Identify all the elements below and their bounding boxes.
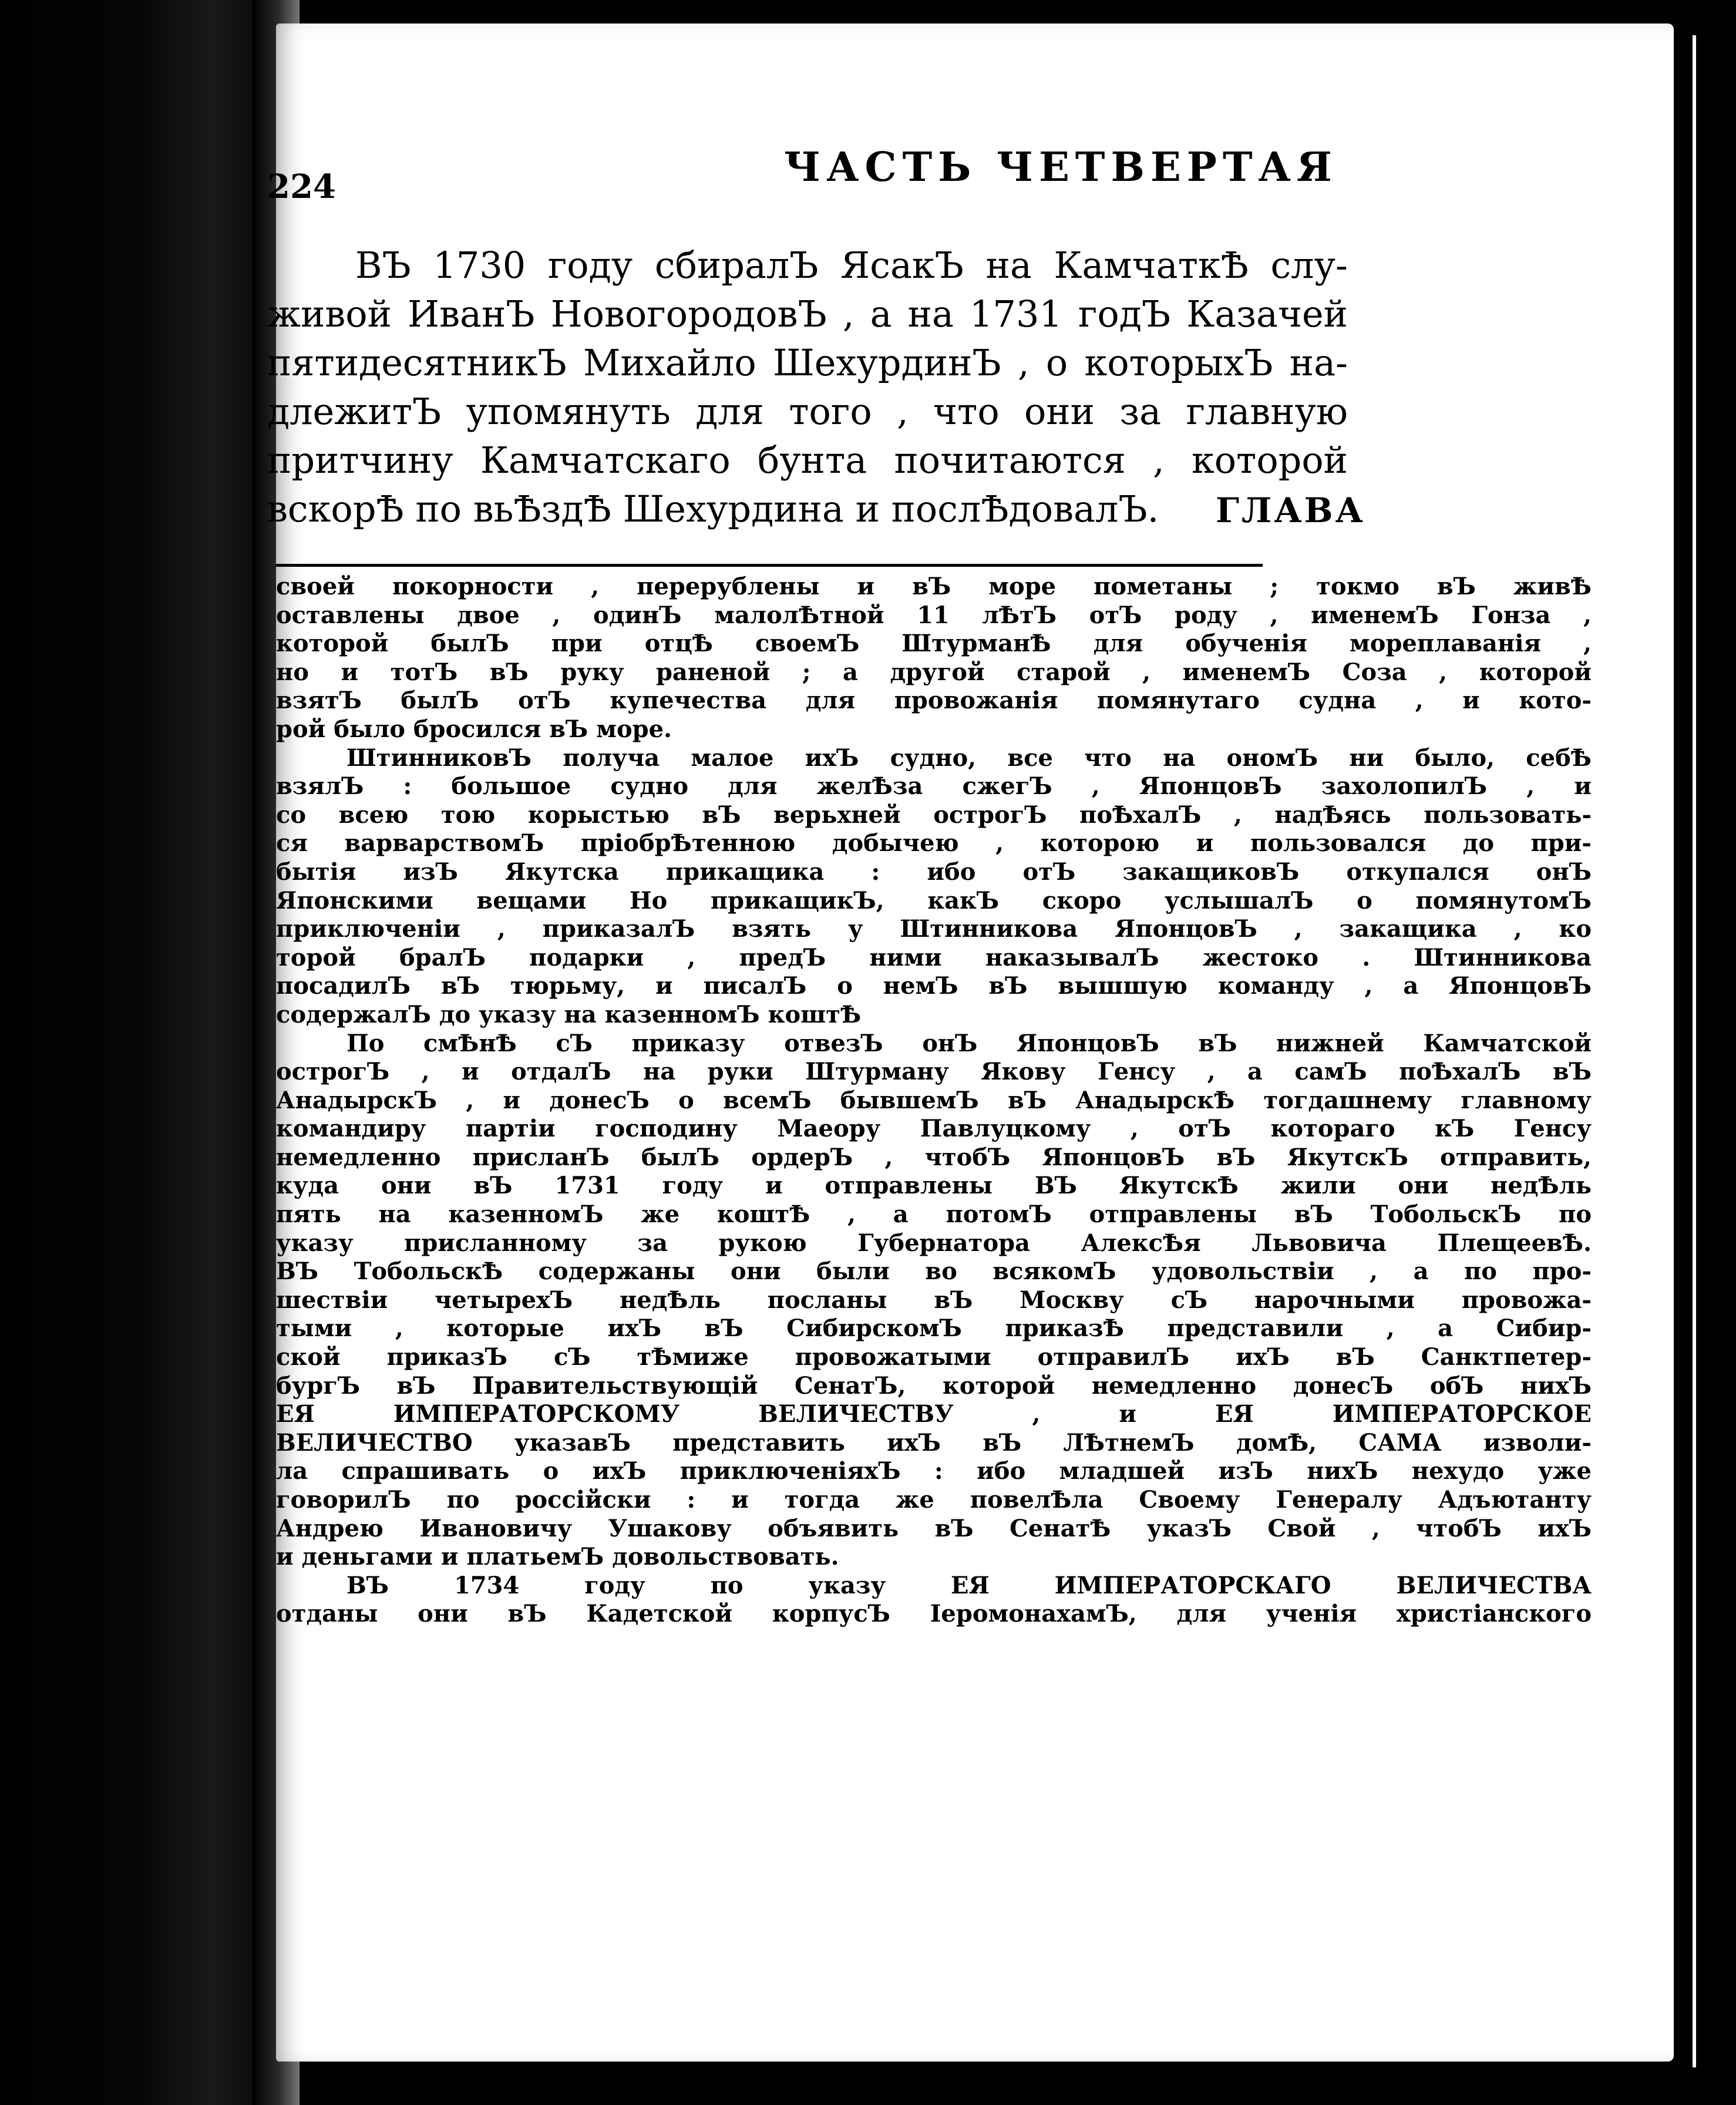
footnote-line: куда они вЪ 1731 году и отправлены ВЪ ЯкутскѢ жили они недѢль [276,1172,1592,1200]
footnote-line: ся варварствомЪ пріобрѢтенною добычею , которою и пользовался до при- [276,829,1592,858]
footnote-line: бургЪ вЪ Правительствующій СенатЪ, которой немедленно донесЪ обЪ нихЪ [276,1371,1592,1400]
footnote-line: ЕЯ ИМПЕРАТОРСКОМУ ВЕЛИЧЕСТВУ , и ЕЯ ИМПЕРАТОРСКОЕ [276,1400,1592,1428]
main-line: притчину Камчатскаго бунта почитаются , которой [267,439,1348,482]
footnote-line: пять на казенномЪ же коштѢ , а потомЪ отправлены вЪ ТобольскЪ по [276,1201,1592,1229]
footnote-line: взялЪ : большое судно для желѢза сжегЪ , ЯпонцовЪ захолопилЪ , и [276,772,1592,801]
footnote-line: Японскими вещами Но прикащикЪ, какЪ скоро услышалЪ о помянутомЪ [276,886,1592,914]
footnote-line: командиру партіи господину Маеору Павлуцкому , отЪ котораго кЪ Генсу [276,1115,1592,1143]
footnote-line: тыми , которые ихЪ вЪ СибирскомЪ приказѢ представили , а Сибир- [276,1314,1592,1343]
footnote-line: говорилЪ по россійски : и тогда же повелѢла Своему Генералу Адъютанту [276,1486,1592,1514]
footnote-line: отданы они вЪ Кадетской корпусЪ ІеромонахамЪ, для ученія христіанского [276,1600,1592,1628]
footnote-line: острогЪ , и отдалЪ на руки Штурману Якову Генсу , а самЪ поѢхалЪ вЪ [276,1058,1592,1086]
footnote-line: шествіи четырехЪ недѢль посланы вЪ Москву сЪ нарочными провожа- [276,1286,1592,1314]
footnote-line: Андрею Ивановичу Ушакову объявить вЪ СенатѢ указЪ Свой , чтобЪ ихЪ [276,1514,1592,1542]
footnote-line: со всею тою корыстью вЪ верьхней острогЪ поѢхалЪ , надѢясь пользовать- [276,801,1592,829]
main-line: пятидесятникЪ Михайло ШехурдинЪ , о которыхЪ на- [267,341,1348,384]
footnote-line: ла спрашивать о ихЪ приключеніяхЪ : ибо младшей изЪ нихЪ нехудо уже [276,1457,1592,1485]
main-line: ВЪ 1730 году сбиралЪ ЯсакЪ на КамчаткѢ слу- [355,244,1348,287]
footnote-line: немедленно присланЪ былЪ ордерЪ , чтобЪ ЯпонцовЪ вЪ ЯкутскЪ отправить, [276,1143,1592,1171]
catchword: ГЛАВА [1216,490,1365,530]
page-header [267,138,1348,206]
footnote-text [276,573,1592,1629]
footnote-line: оставлены двое , одинЪ малолѢтной 11 лѢтЪ отЪ роду , именемЪ Гонза , [276,601,1592,629]
footnote-line: рой было бросился вЪ море. [276,715,672,743]
main-line: живой ИванЪ НовогородовЪ , а на 1731 годЪ Казачей [267,292,1348,335]
footnote-line: своей покорности , перерублены и вЪ море пометаны ; токмо вЪ живѢ [276,573,1592,600]
footnote-line: ВЕЛИЧЕСТВО указавЪ представить ихЪ вЪ ЛѢтнемЪ домѢ, САМА изволи- [276,1428,1592,1457]
footnote-line: ШтинниковЪ получа малое ихЪ судно, все что на ономЪ ни было, себѢ [346,744,1592,772]
footnote-line: взятЪ былЪ отЪ купечества для провожанія помянутаго судна , и кото- [276,687,1592,715]
footnote-line: бытія изЪ Якутска прикащика : ибо отЪ закащиковЪ откупался онЪ [276,858,1592,886]
footnote-line: АнадырскЪ , и донесЪ о всемЪ бывшемЪ вЪ АнадырскѢ тогдашнему главному [276,1086,1592,1114]
footnote-line: содержалЪ до указу на казенномЪ коштѢ [276,1000,862,1028]
main-line: длежитЪ упомянуть для того , что они за главную [267,390,1348,433]
main-line: вскорѢ по вьѢздѢ Шехурдина и послѢдовалЪ. [267,487,1159,530]
footnote-line: ВЪ 1734 году по указу ЕЯ ИМПЕРАТОРСКАГО ВЕЛИЧЕСТВА [346,1571,1592,1599]
footnote-line: приключеніи , приказалЪ взять у Штинникова ЯпонцовЪ , закащика , ко [276,915,1592,943]
main-paragraph [267,241,1348,533]
footnote-line: но и тотЪ вЪ руку раненой ; а другой старой , именемЪ Соза , которой [276,658,1592,686]
footnote-line: ской приказЪ сЪ тѢмиже провожатыми отправилЪ ихЪ вЪ Санктпетер- [276,1343,1592,1371]
footnote-line: торой бралЪ подарки , предЪ ними наказывалЪ жестоко . Штинникова [276,943,1592,971]
footnote-rule [276,564,1263,567]
footnote-line: которой былЪ при отцѢ своемЪ ШтурманѢ для обученія мореплаванія , [276,630,1592,658]
footnote-line: посадилЪ вЪ тюрьму, и писалЪ о немЪ вЪ вышшую команду , а ЯпонцовЪ [276,972,1592,1000]
footnote-line: указу присланному за рукою Губернатора АлексѢя Львовича ПлещеевѢ. [276,1229,1592,1257]
footnote-line: и деньгами и платьемЪ довольствовать. [276,1543,839,1571]
footnote-line: По смѢнѢ сЪ приказу отвезЪ онЪ ЯпонцовЪ вЪ нижней Камчатской [346,1029,1592,1057]
page-edge-line [1693,35,1696,2067]
page-right-border [1675,0,1736,2105]
page-number: 224 [267,167,336,206]
running-title: ЧАСТЬ ЧЕТВЕРТАЯ [784,144,1338,191]
footnote-line: ВЪ ТобольскѢ содержаны они были во всякомЪ удовольствіи , а по про- [276,1257,1592,1286]
